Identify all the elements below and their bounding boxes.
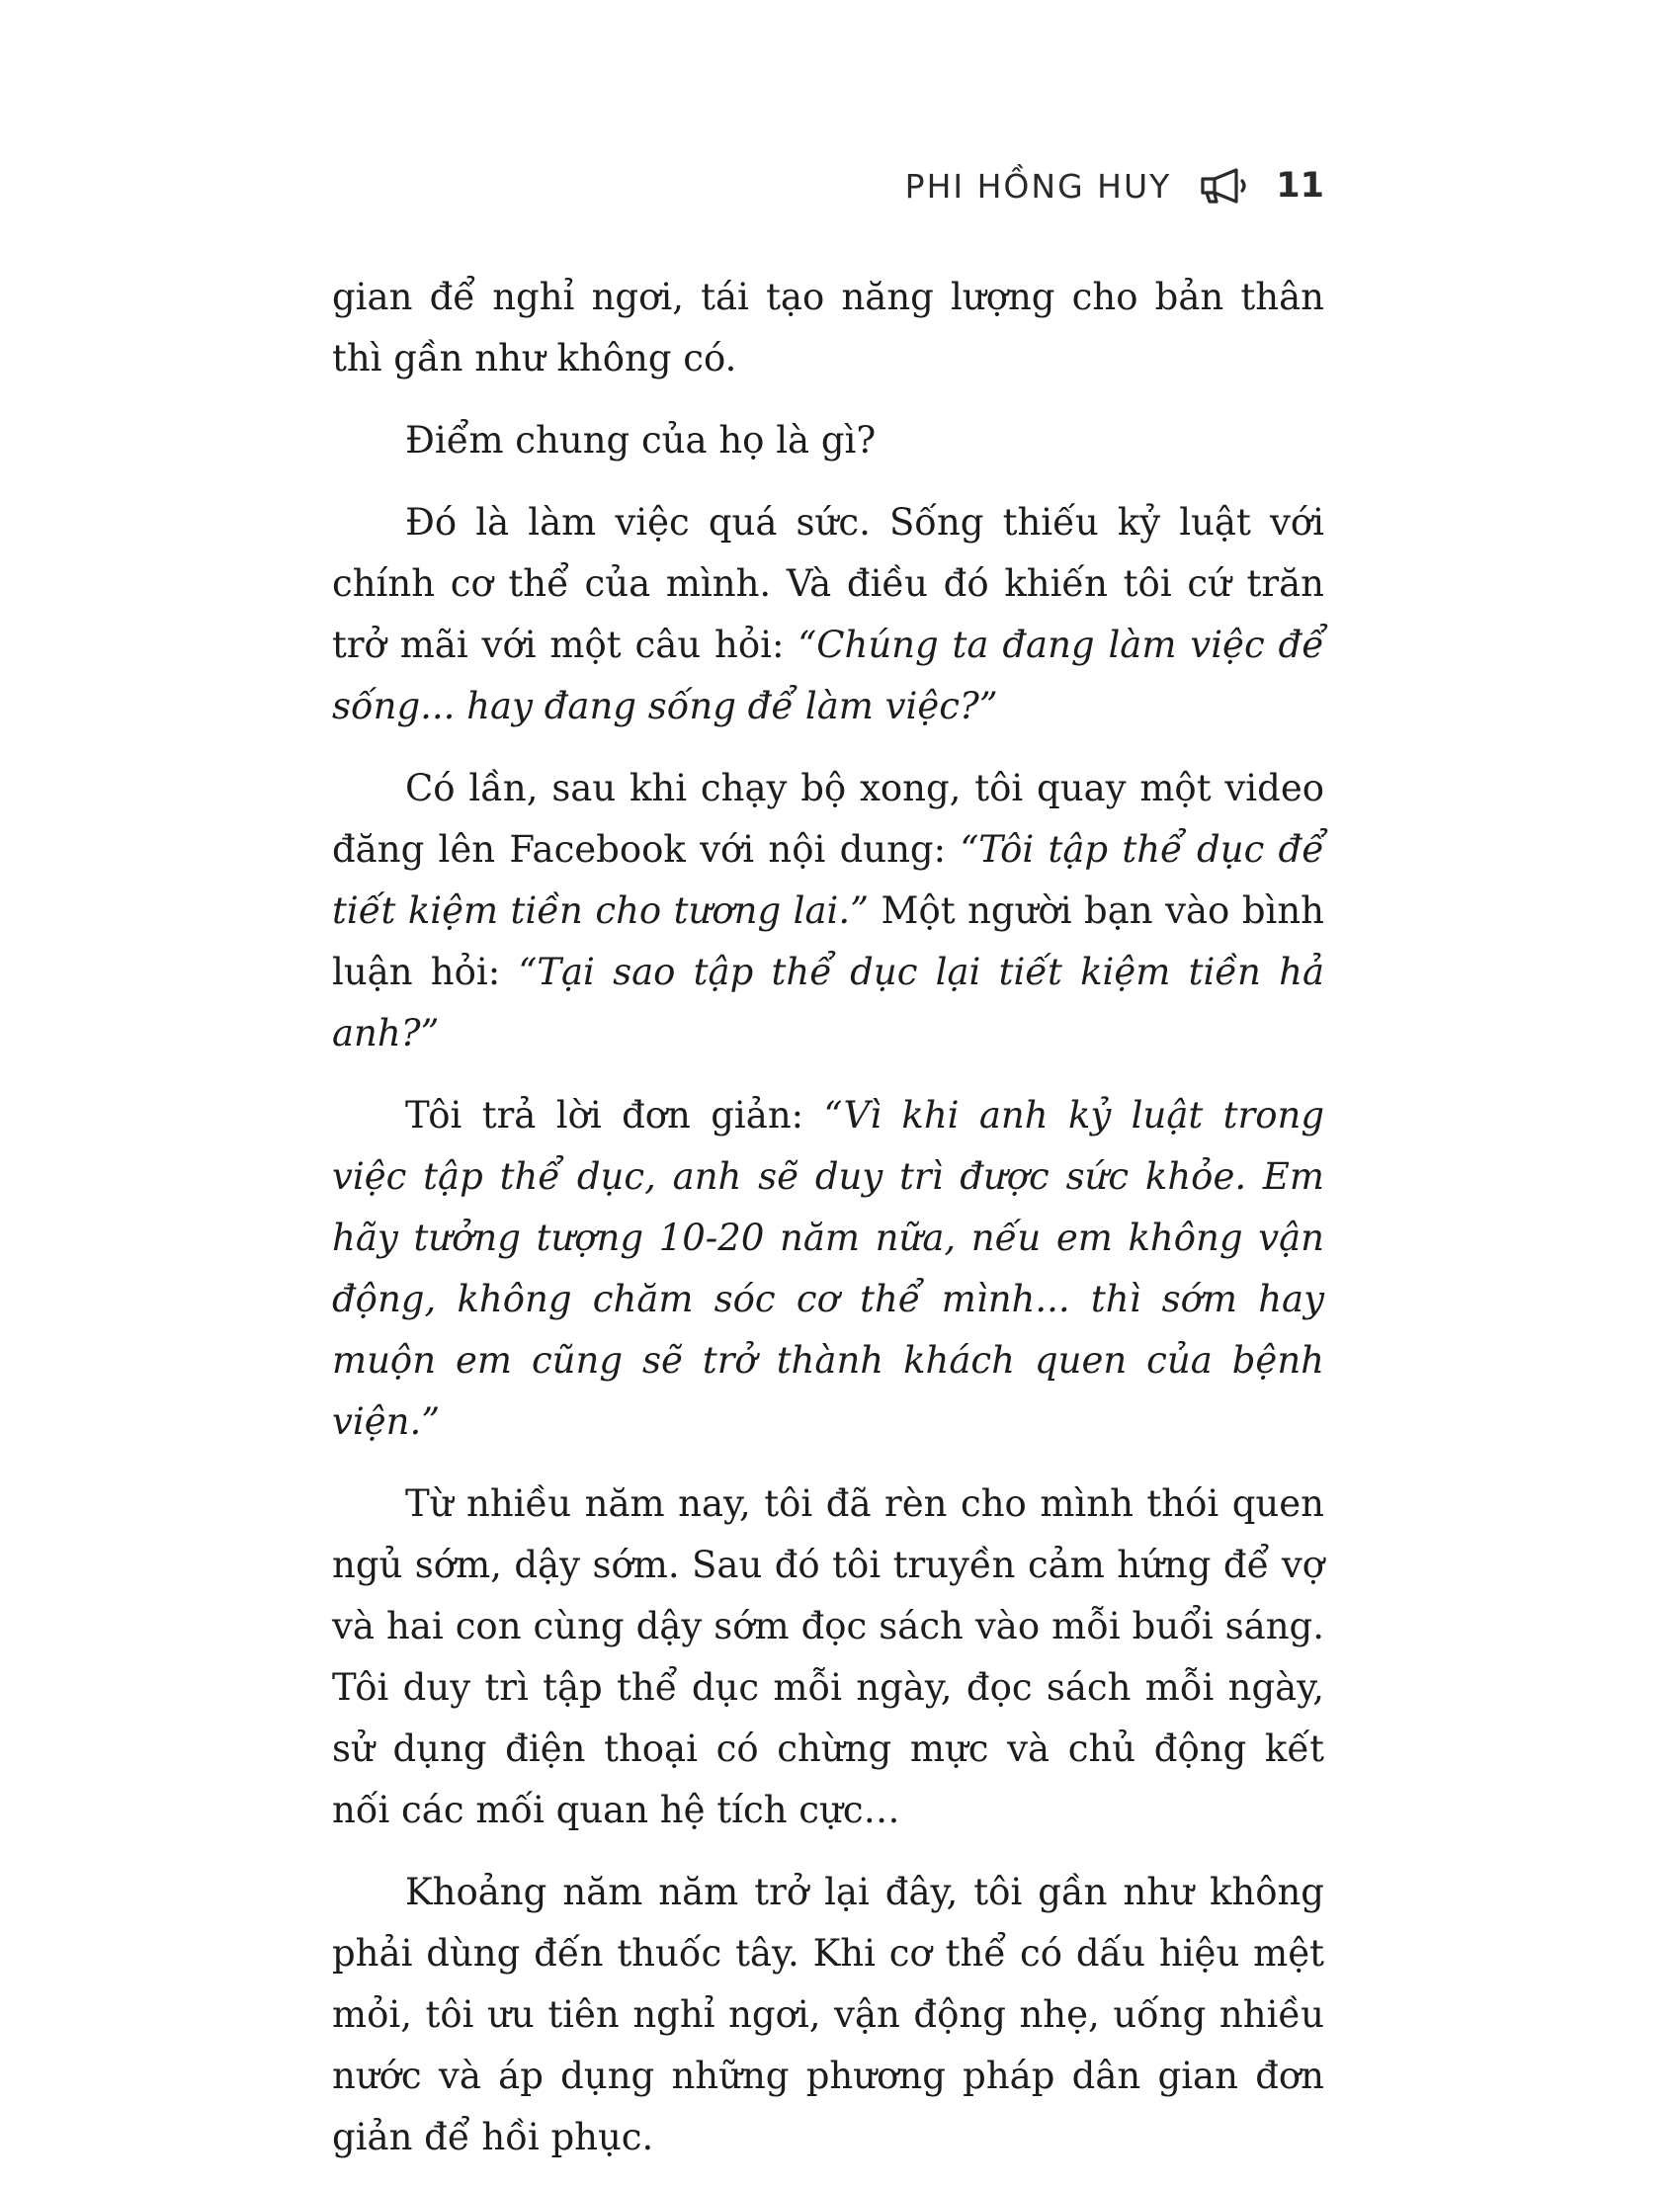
paragraph bbox=[332, 1085, 1324, 1453]
megaphone-icon bbox=[1197, 166, 1254, 206]
italic-quote: “Chúng ta đang làm việc để sống... hay đang sống để làm việc?” bbox=[332, 624, 1324, 727]
page-number: 11 bbox=[1276, 166, 1324, 206]
body-text bbox=[332, 267, 1324, 2189]
italic-quote: “Tại sao tập thể dục lại tiết kiệm tiền hả anh?” bbox=[332, 951, 1325, 1054]
paragraph bbox=[332, 267, 1324, 389]
text-segment: gian để nghỉ ngơi, tái tạo năng lượng cho bản thân thì gần như không có. bbox=[332, 276, 1324, 379]
paragraph bbox=[332, 1862, 1324, 2168]
paragraph bbox=[332, 492, 1324, 737]
paragraph bbox=[332, 758, 1324, 1064]
text-segment: Điểm chung của họ là gì? bbox=[405, 419, 877, 462]
author-name: PHI HỒNG HUY bbox=[904, 166, 1172, 206]
text-segment: Có lần, sau khi chạy bộ xong, tôi quay một video đăng lên Facebook với nội dung: bbox=[332, 767, 1324, 871]
text-segment: Khoảng năm năm trở lại đây, tôi gần như không phải dùng đến thuốc tây. Khi cơ thể có dấu hiệu mệt mỏi, tôi ưu tiên nghỉ ngơi, vận động nhẹ, uống nhiều nước và áp dụng những phương pháp dân gian đơn giản để hồi phục. bbox=[332, 1871, 1324, 2158]
text-segment: Tôi trả lời đơn giản: bbox=[405, 1094, 824, 1137]
running-header bbox=[332, 156, 1324, 215]
paragraph bbox=[332, 410, 1324, 471]
text-segment: Đó là làm việc quá sức. Sống thiếu kỷ luật với chính cơ thể của mình. Và điều đó khiến tôi cứ trăn trở mãi với một câu hỏi: bbox=[332, 501, 1324, 666]
paragraph bbox=[332, 1473, 1324, 1841]
text-segment: Một người bạn vào bình luận hỏi: bbox=[332, 889, 1325, 993]
text-segment: Từ nhiều năm nay, tôi đã rèn cho mình thói quen ngủ sớm, dậy sớm. Sau đó tôi truyền cảm hứng để vợ và hai con cùng dậy sớm đọc sách vào mỗi buổi sáng. Tôi duy trì tập thể dục mỗi ngày, đọc sách mỗi ngày, sử dụng điện thoại có chừng mực và chủ động kết nối các mối quan hệ tích cực… bbox=[332, 1482, 1324, 1831]
italic-quote: “Tôi tập thể dục để tiết kiệm tiền cho tương lai.” bbox=[332, 828, 1325, 932]
italic-quote: “Vì khi anh kỷ luật trong việc tập thể dục, anh sẽ duy trì được sức khỏe. Em hãy tưởng tượng 10-20 năm nữa, nếu em không vận động, không chăm sóc cơ thể mình... thì sớm hay muộn em cũng sẽ trở thành khách quen của bệnh viện.” bbox=[332, 1094, 1325, 1443]
